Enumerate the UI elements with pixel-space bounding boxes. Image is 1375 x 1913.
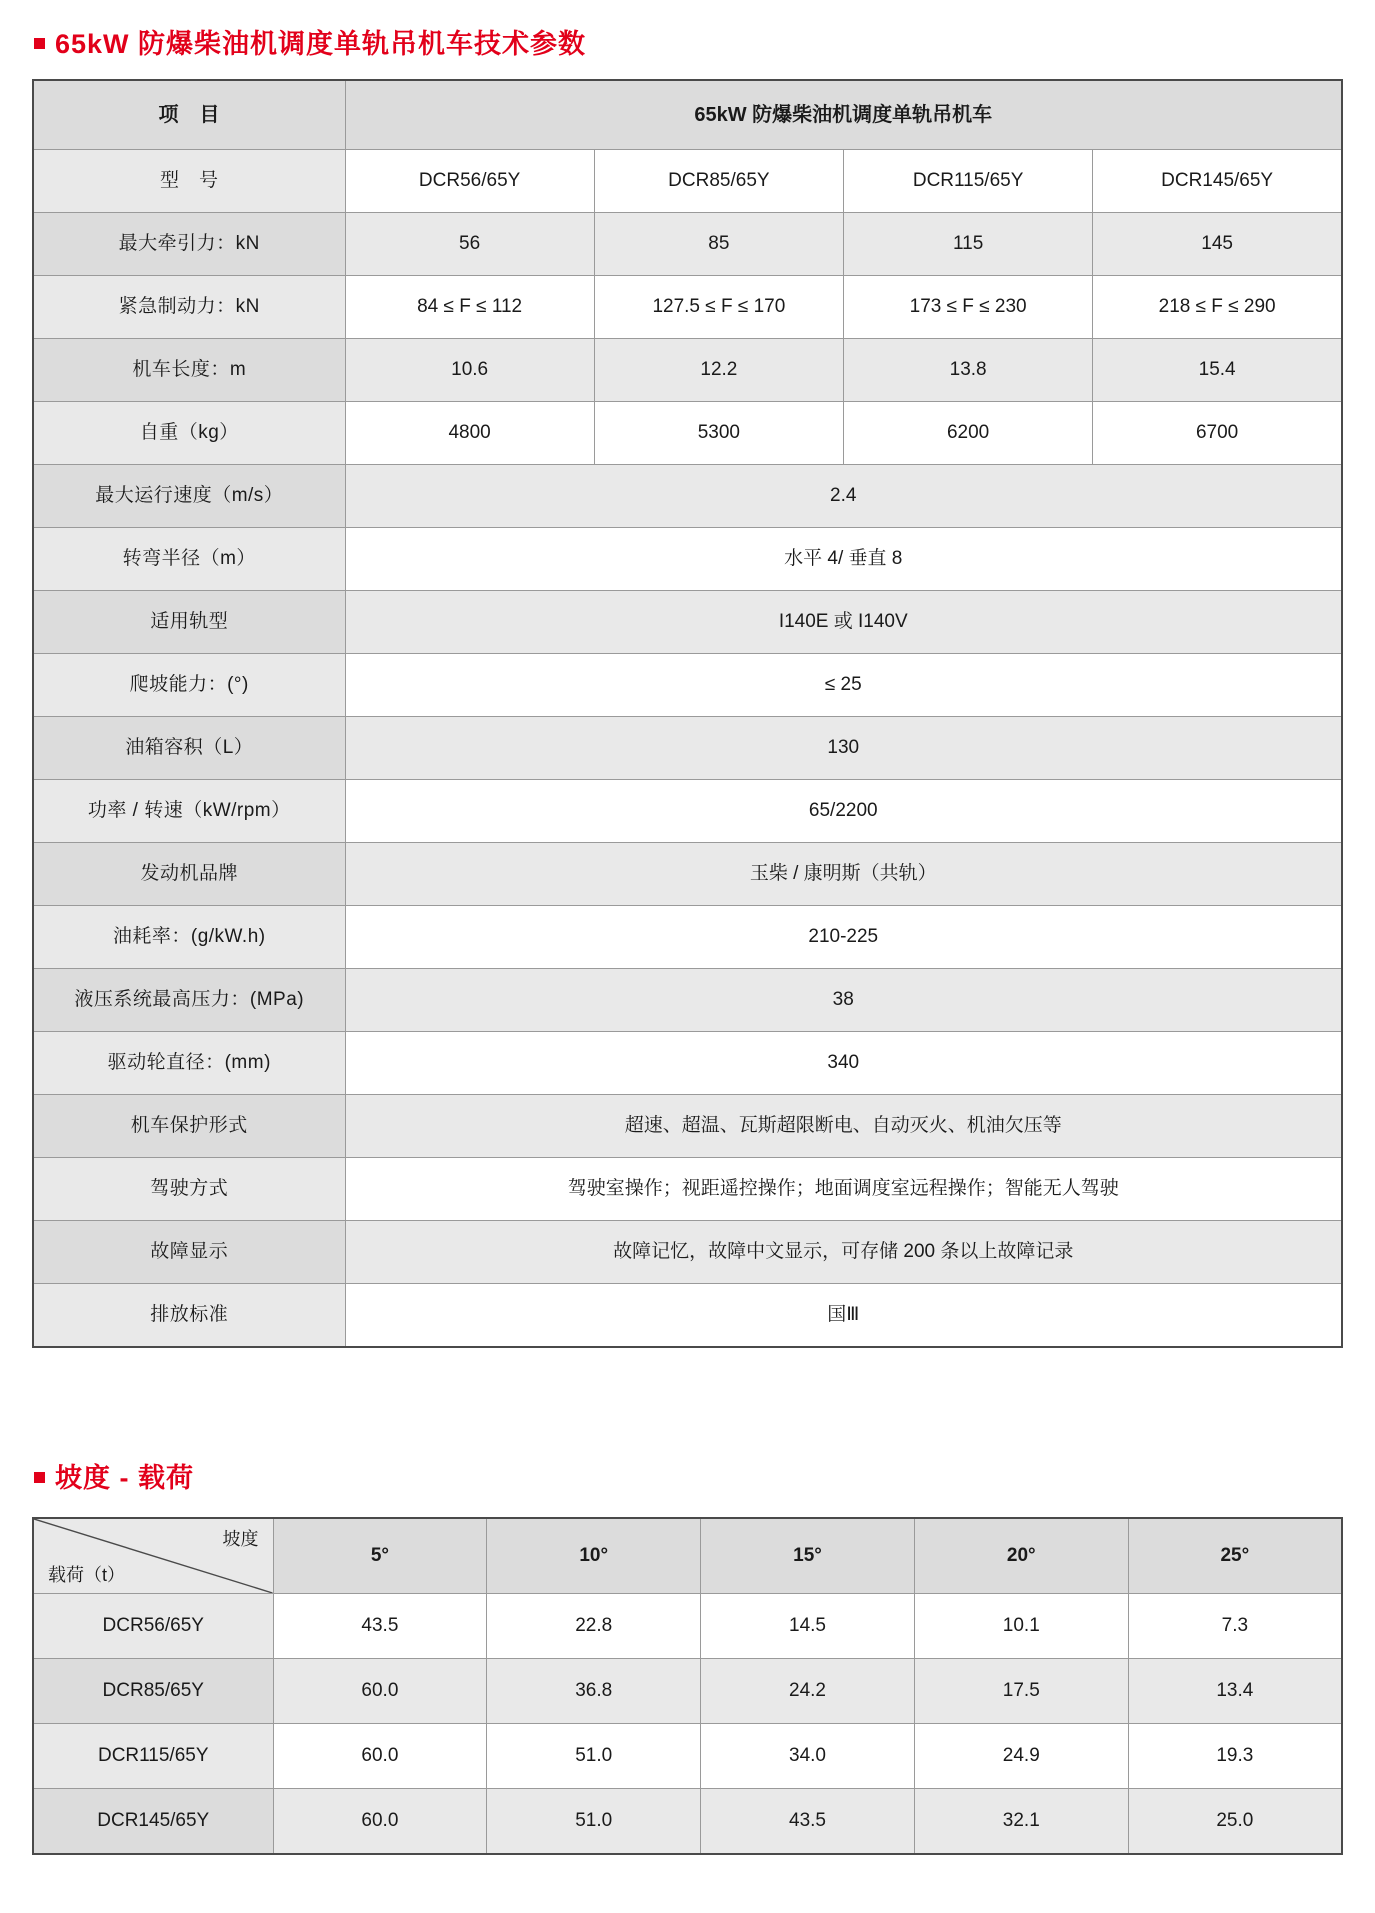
grade-load-table [32, 1517, 1343, 1855]
cell-value: 24.9 [914, 1724, 1128, 1789]
row-label: 排放标准 [33, 1284, 345, 1348]
cell-value: 13.4 [1128, 1659, 1342, 1724]
row-label: 最大牵引力：kN [33, 213, 345, 276]
row-value: 5300 [594, 402, 843, 465]
table-row [33, 969, 1342, 1032]
table-row [33, 843, 1342, 906]
row-label: 液压系统最高压力：(MPa) [33, 969, 345, 1032]
row-label: 驾驶方式 [33, 1158, 345, 1221]
row-value: 4800 [345, 402, 594, 465]
table-row [33, 402, 1342, 465]
table-row [33, 1158, 1342, 1221]
header-item-label: 项 目 [33, 80, 345, 150]
spec-table [32, 79, 1343, 1348]
cell-value: 22.8 [487, 1594, 701, 1659]
row-label: 机车长度：m [33, 339, 345, 402]
cell-value: 24.2 [701, 1659, 915, 1724]
table-row [33, 906, 1342, 969]
row-value: 6700 [1093, 402, 1342, 465]
row-label: 紧急制动力：kN [33, 276, 345, 339]
row-value: 173 ≤ F ≤ 230 [844, 276, 1093, 339]
row-label: 自重（kg） [33, 402, 345, 465]
cell-value: 25.0 [1128, 1789, 1342, 1855]
table-row [33, 1594, 1342, 1659]
row-model-label: DCR85/65Y [33, 1659, 273, 1724]
row-value: 84 ≤ F ≤ 112 [345, 276, 594, 339]
row-value: 38 [345, 969, 1342, 1032]
row-label: 油耗率：(g/kW.h) [33, 906, 345, 969]
table-header-row [33, 1518, 1342, 1594]
table-row [33, 717, 1342, 780]
row-value: 2.4 [345, 465, 1342, 528]
row-value: DCR56/65Y [345, 150, 594, 213]
table-row [33, 339, 1342, 402]
row-label: 适用轨型 [33, 591, 345, 654]
header-group-label: 65kW 防爆柴油机调度单轨吊机车 [345, 80, 1342, 150]
square-bullet-icon [34, 38, 45, 49]
table-row [33, 528, 1342, 591]
table-header-row [33, 80, 1342, 150]
table-row [33, 1724, 1342, 1789]
row-value: I140E 或 I140V [345, 591, 1342, 654]
column-header: 25° [1128, 1518, 1342, 1594]
row-value: 故障记忆，故障中文显示，可存储 200 条以上故障记录 [345, 1221, 1342, 1284]
row-label: 故障显示 [33, 1221, 345, 1284]
section-spacer [32, 1348, 1343, 1456]
section-title-text: 坡度 - 载荷 [55, 1463, 194, 1493]
row-value: 玉柴 / 康明斯（共轨） [345, 843, 1342, 906]
row-value: 56 [345, 213, 594, 276]
row-value: 15.4 [1093, 339, 1342, 402]
cell-value: 60.0 [273, 1789, 487, 1855]
row-value: 145 [1093, 213, 1342, 276]
row-label: 型 号 [33, 150, 345, 213]
table-row [33, 1789, 1342, 1855]
table-row [33, 465, 1342, 528]
cell-value: 10.1 [914, 1594, 1128, 1659]
corner-header-cell [33, 1518, 273, 1594]
cell-value: 14.5 [701, 1594, 915, 1659]
row-value: 驾驶室操作；视距遥控操作；地面调度室远程操作；智能无人驾驶 [345, 1158, 1342, 1221]
row-value: 340 [345, 1032, 1342, 1095]
table-row [33, 150, 1342, 213]
row-value: ≤ 25 [345, 654, 1342, 717]
column-header: 15° [701, 1518, 915, 1594]
row-value: 115 [844, 213, 1093, 276]
row-label: 转弯半径（m） [33, 528, 345, 591]
row-label: 爬坡能力：(°) [33, 654, 345, 717]
cell-value: 17.5 [914, 1659, 1128, 1724]
row-value: 130 [345, 717, 1342, 780]
cell-value: 51.0 [487, 1789, 701, 1855]
cell-value: 32.1 [914, 1789, 1128, 1855]
row-value: 127.5 ≤ F ≤ 170 [594, 276, 843, 339]
row-value: 12.2 [594, 339, 843, 402]
corner-load-label: 载荷（t） [48, 1565, 126, 1585]
corner-grade-label: 坡度 [222, 1529, 259, 1549]
cell-value: 51.0 [487, 1724, 701, 1789]
row-model-label: DCR145/65Y [33, 1789, 273, 1855]
table-row [33, 591, 1342, 654]
row-value: 65/2200 [345, 780, 1342, 843]
row-value: 218 ≤ F ≤ 290 [1093, 276, 1342, 339]
row-label: 功率 / 转速（kW/rpm） [33, 780, 345, 843]
table-row [33, 1095, 1342, 1158]
grade-load-table-wrap [32, 1517, 1343, 1855]
row-label: 发动机品牌 [33, 843, 345, 906]
row-value: DCR85/65Y [594, 150, 843, 213]
section-heading-grade-load [32, 1456, 1343, 1495]
cell-value: 36.8 [487, 1659, 701, 1724]
column-header: 5° [273, 1518, 487, 1594]
section-title-text: 65kW 防爆柴油机调度单轨吊机车技术参数 [55, 29, 587, 59]
row-value: 13.8 [844, 339, 1093, 402]
cell-value: 60.0 [273, 1724, 487, 1789]
column-header: 20° [914, 1518, 1128, 1594]
row-value: DCR115/65Y [844, 150, 1093, 213]
cell-value: 34.0 [701, 1724, 915, 1789]
row-value: DCR145/65Y [1093, 150, 1342, 213]
section-heading-specs [32, 22, 1343, 61]
cell-value: 43.5 [701, 1789, 915, 1855]
square-bullet-icon [34, 1472, 45, 1483]
table-row [33, 780, 1342, 843]
table-row [33, 1221, 1342, 1284]
table-row [33, 276, 1342, 339]
row-value: 210-225 [345, 906, 1342, 969]
row-value: 国Ⅲ [345, 1284, 1342, 1348]
row-value: 水平 4/ 垂直 8 [345, 528, 1342, 591]
table-row [33, 1284, 1342, 1348]
row-label: 机车保护形式 [33, 1095, 345, 1158]
cell-value: 60.0 [273, 1659, 487, 1724]
row-label: 驱动轮直径：(mm) [33, 1032, 345, 1095]
row-value: 超速、超温、瓦斯超限断电、自动灭火、机油欠压等 [345, 1095, 1342, 1158]
row-model-label: DCR115/65Y [33, 1724, 273, 1789]
table-row [33, 654, 1342, 717]
cell-value: 19.3 [1128, 1724, 1342, 1789]
cell-value: 7.3 [1128, 1594, 1342, 1659]
table-row [33, 1659, 1342, 1724]
table-row [33, 1032, 1342, 1095]
row-value: 85 [594, 213, 843, 276]
row-value: 6200 [844, 402, 1093, 465]
row-model-label: DCR56/65Y [33, 1594, 273, 1659]
cell-value: 43.5 [273, 1594, 487, 1659]
table-row [33, 213, 1342, 276]
row-label: 最大运行速度（m/s） [33, 465, 345, 528]
row-label: 油箱容积（L） [33, 717, 345, 780]
column-header: 10° [487, 1518, 701, 1594]
row-value: 10.6 [345, 339, 594, 402]
